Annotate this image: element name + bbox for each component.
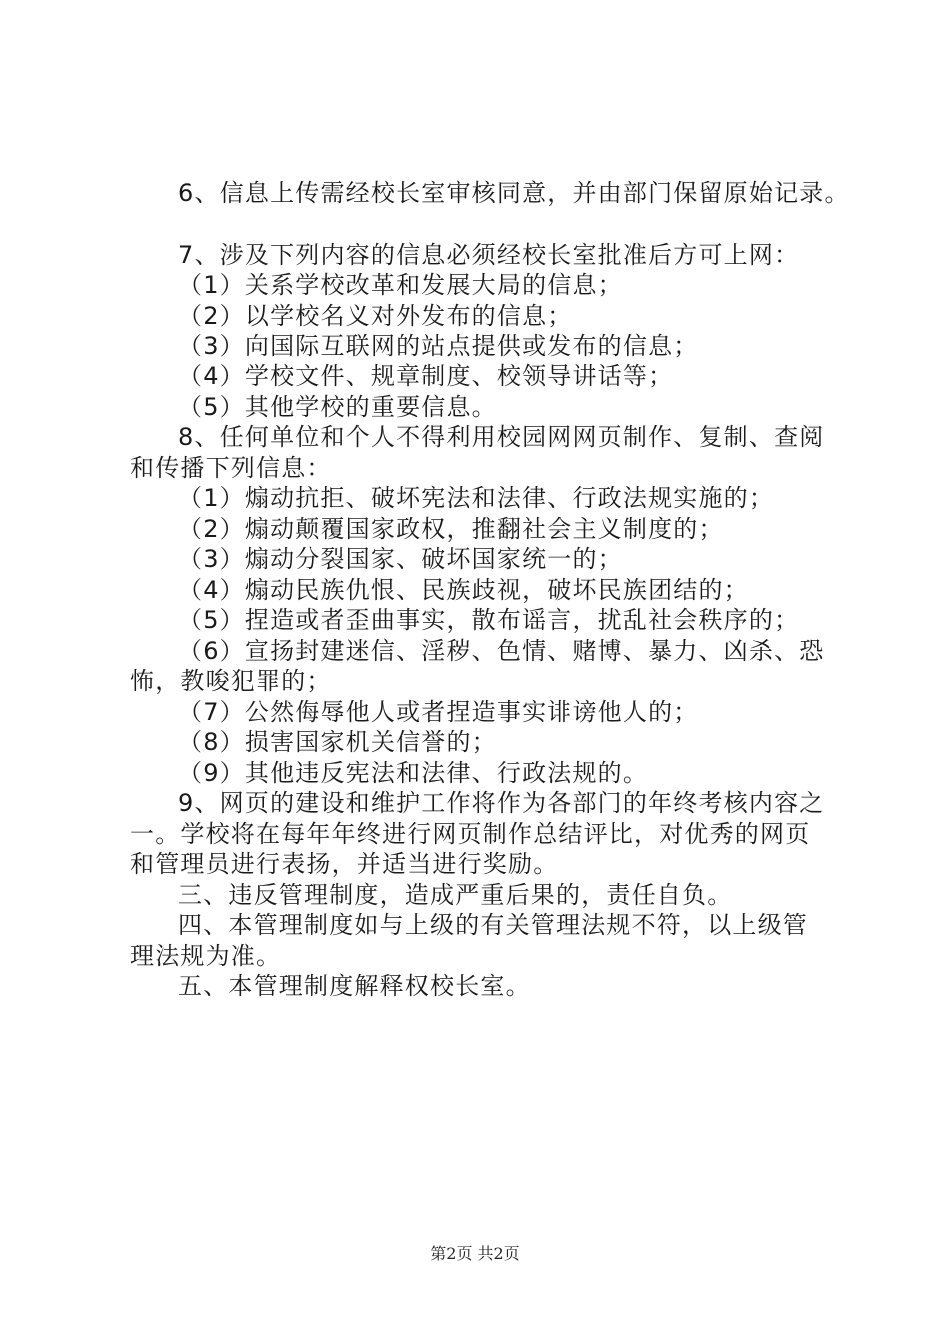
section-5: 五、本管理制度解释权校长室。 <box>178 972 531 1000</box>
item-7-1: （1）关系学校改革和发展大局的信息； <box>178 271 623 299</box>
item-8-6: （6）宣扬封建迷信、淫秽、色情、赌博、暴力、凶杀、恐 <box>178 637 825 665</box>
item-8-4: （4）煽动民族仇恨、民族歧视，破坏民族团结的； <box>178 576 749 604</box>
paragraph-9-cont-1: 一。学校将在每年年终进行网页制作总结评比，对优秀的网页 <box>130 820 811 848</box>
item-7-4: （4）学校文件、规章制度、校领导讲话等； <box>178 362 674 390</box>
item-8-5: （5）捏造或者歪曲事实，散布谣言，扰乱社会秩序的； <box>178 606 800 634</box>
section-3: 三、违反管理制度，造成严重后果的，责任自负。 <box>178 881 733 909</box>
item-8-3: （3）煽动分裂国家、破坏国家统一的； <box>178 545 623 573</box>
paragraph-9: 9、网页的建设和维护工作将作为各部门的年终考核内容之 <box>178 789 825 817</box>
item-8-6-cont: 怖，教唆犯罪的； <box>130 667 332 695</box>
paragraph-8-cont: 和传播下列信息： <box>130 454 332 482</box>
item-7-5: （5）其他学校的重要信息。 <box>178 393 497 421</box>
item-8-8: （8）损害国家机关信誉的； <box>178 728 497 756</box>
item-8-1: （1）煽动抗拒、破坏宪法和法律、行政法规实施的； <box>178 484 775 512</box>
section-4-cont: 理法规为准。 <box>130 942 282 970</box>
item-8-7: （7）公然侮辱他人或者捏造事实诽谤他人的； <box>178 698 699 726</box>
paragraph-8: 8、任何单位和个人不得利用校园网网页制作、复制、查阅 <box>178 423 825 451</box>
item-7-3: （3）向国际互联网的站点提供或发布的信息； <box>178 332 699 360</box>
item-8-9: （9）其他违反宪法和法律、行政法规的。 <box>178 759 649 787</box>
paragraph-6: 6、信息上传需经校长室审核同意，并由部门保留原始记录。 <box>178 179 850 207</box>
section-4: 四、本管理制度如与上级的有关管理法规不符，以上级管 <box>178 911 808 939</box>
page-footer: 第2页 共2页 <box>430 1244 520 1263</box>
item-8-2: （2）煽动颠覆国家政权，推翻社会主义制度的； <box>178 515 724 543</box>
paragraph-7: 7、涉及下列内容的信息必须经校长室批准后方可上网： <box>178 241 800 269</box>
item-7-2: （2）以学校名义对外发布的信息； <box>178 302 573 330</box>
paragraph-9-cont-2: 和管理员进行表扬，并适当进行奖励。 <box>130 850 559 878</box>
